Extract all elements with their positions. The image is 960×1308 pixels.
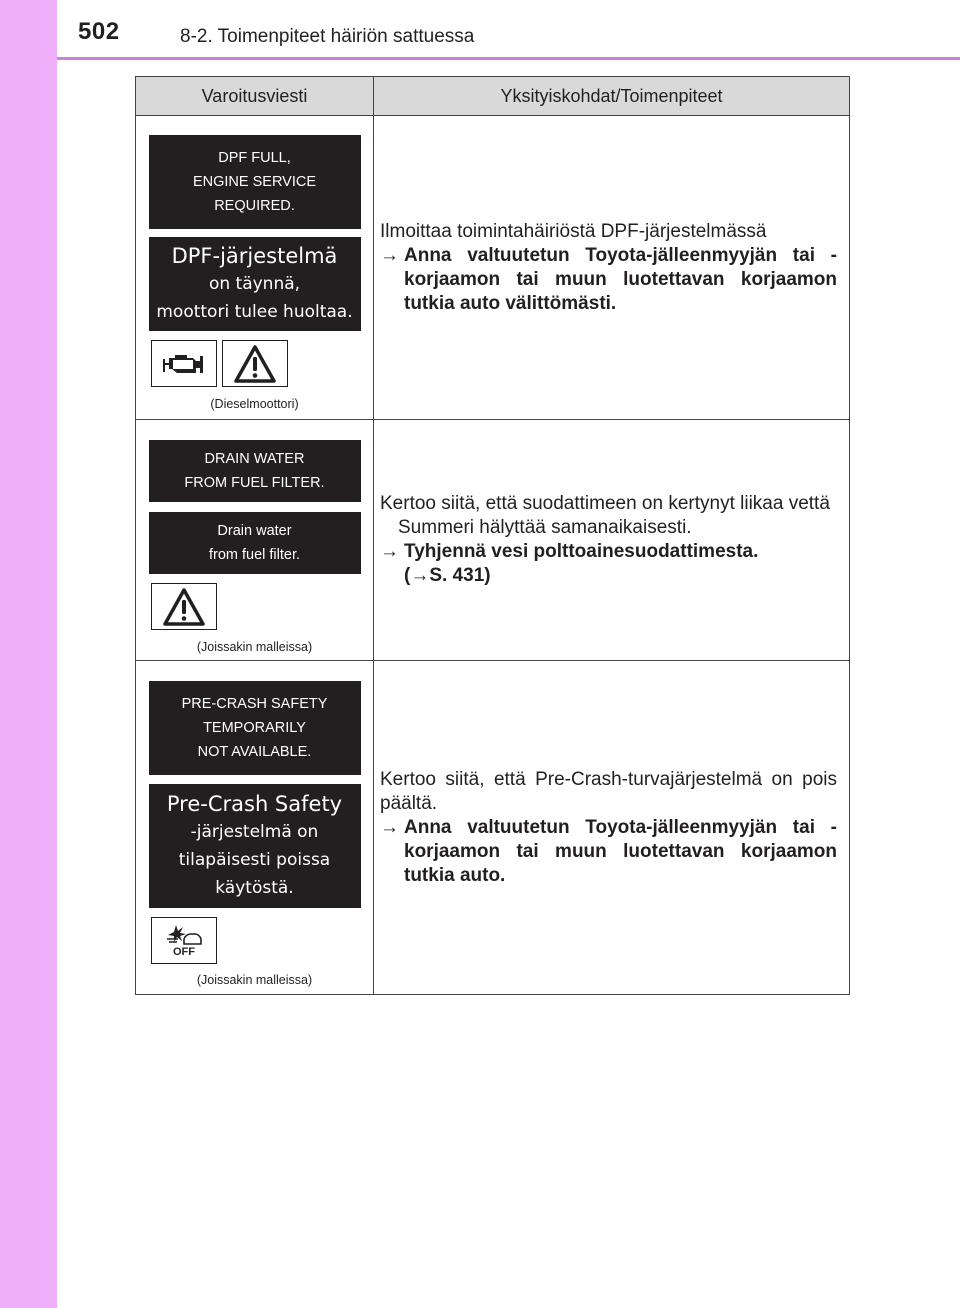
details-cell (374, 420, 850, 661)
arrow-icon: → (380, 816, 399, 838)
action-reference: (→S. 431) (404, 565, 491, 586)
table-row (136, 420, 850, 661)
table-row (136, 116, 850, 420)
action-text: Tyhjennä vesi polttoainesuodattimesta. (404, 541, 759, 562)
column-header-details: Yksityiskohdat/Toimenpiteet (374, 77, 850, 116)
action-line (380, 816, 837, 888)
display-message-fi: Pre-Crash Safety -järjestelmä on tilapäisesti poissa käytöstä. (149, 784, 361, 908)
display-message-en: DRAIN WATER FROM FUEL FILTER. (149, 440, 361, 502)
detail-text: Kertoo siitä, että suodattimeen on kertynyt liikaa vettä (380, 493, 830, 514)
model-note: (Dieselmoottori) (210, 397, 299, 411)
column-header-message: Varoitusviesti (136, 77, 374, 116)
pre-crash-off-icon (151, 917, 217, 964)
warning-table (135, 76, 850, 995)
display-message-en: PRE-CRASH SAFETY TEMPORARILY NOT AVAILABLE. (149, 681, 361, 775)
table-header-row (136, 77, 850, 116)
arrow-icon: → (380, 244, 399, 266)
detail-text: Ilmoittaa toimintahäiriöstä DPF-järjestelmässä (380, 220, 767, 242)
details-cell (374, 116, 850, 420)
display-message-fi: Drain water from fuel filter. (149, 512, 361, 574)
header-rule (57, 57, 960, 60)
icon-row (151, 340, 373, 387)
message-cell (136, 420, 374, 661)
display-message-en: DPF FULL, ENGINE SERVICE REQUIRED. (149, 135, 361, 229)
icon-row (151, 583, 373, 630)
arrow-icon: → (380, 541, 399, 562)
icon-row (151, 917, 373, 964)
table-row (136, 661, 850, 995)
page-number: 502 (78, 18, 120, 45)
details-cell (374, 661, 850, 995)
detail-text: Kertoo siitä, että Pre-Crash-turvajärjestelmä on pois päältä. (380, 768, 837, 814)
sub-detail-text: Summeri hälyttää samanaikaisesti. (398, 517, 692, 538)
action-text: Anna valtuutetun Toyota-jälleenmyyjän tai -korjaamon tai muun luotettavan korjaamon tutkia auto välittömästi. (404, 244, 837, 314)
message-cell (136, 116, 374, 420)
action-text: Anna valtuutetun Toyota-jälleenmyyjän tai -korjaamon tai muun luotettavan korjaamon tutkia auto. (404, 816, 837, 886)
message-cell (136, 661, 374, 995)
caution-triangle-icon (151, 583, 217, 630)
model-note: (Joissakin malleissa) (196, 973, 313, 987)
model-note: (Joissakin malleissa) (196, 640, 313, 654)
page-side-bar (0, 0, 57, 1308)
display-message-fi: DPF-järjestelmä on täynnä, moottori tulee huoltaa. (149, 237, 361, 331)
section-title: 8-2. Toimenpiteet häiriön sattuessa (180, 26, 475, 47)
action-line (380, 244, 837, 316)
off-label: OFF (173, 946, 195, 958)
engine-warning-icon (151, 340, 217, 387)
action-line (380, 540, 837, 564)
caution-triangle-icon (222, 340, 288, 387)
